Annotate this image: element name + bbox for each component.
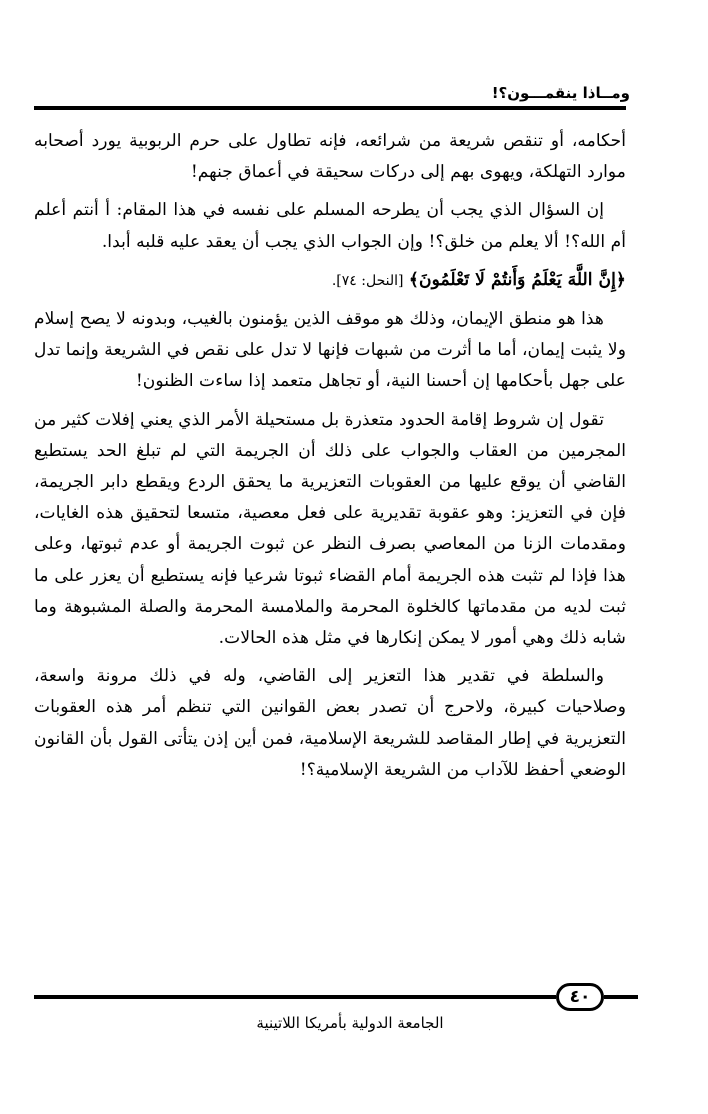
- header-rule: [34, 106, 626, 110]
- main-text: [34, 126, 626, 793]
- footer-rule: [34, 995, 556, 999]
- quran-verse: ﴿إِنَّ اللَّهَ يَعْلَمُ وَأَنتُمْ لَا تَعْلَمُونَ﴾: [408, 269, 626, 290]
- publisher-name: الجامعة الدولية بأمريكا اللاتينية: [256, 1014, 444, 1032]
- paragraph-2: إن السؤال الذي يجب أن يطرحه المسلم على نفسه في هذا المقام: أ أنتم أعلم أم الله؟! ألا يعلم من خلق؟! وإن الجواب الذي يجب أن يعقد عليه قلبه أبدا.: [34, 200, 626, 252]
- paragraph-1: أحكامه، أو تنقص شريعة من شرائعه، فإنه تطاول على حرم الربوبية يورد أصحابه موارد التهلكة، ويهوى بهم إلى دركات سحيقة في أعماق جنهم!: [34, 131, 626, 183]
- verse-line: [34, 265, 626, 297]
- verse-citation: [النحل: ٧٤].: [331, 272, 404, 289]
- paragraph-4: تقول إن شروط إقامة الحدود متعذرة بل مستحيلة الأمر الذي يعني إفلات كثير من المجرمين من العقاب والجواب على ذلك أن الجريمة التي لم تبلغ الحد يستطيع القاضي أن يوقع عليها من العقوبات التعزيرية ما يحقق الردع ويقطع دابر الجريمة، فإن في التعزيز: وهو عقوبة تقديرية على فعل معصية، متسعا لتحقيق هذه الغايات، ومقدمات الزنا من المعاصي بصرف النظر عن ثبوت الجريمة أو عدم ثبوتها، وعلى هذا فإذا لم تثبت هذه الجريمة أمام القضاء ثبوتا شرعيا فإنه يستطيع أن يعزر على ما ثبت لديه من مقدماتها كالخلوة المحرمة والملامسة المحرمة والصلة المشبوهة وما شابه ذلك وهي أمور لا يمكن إنكارها في مثل هذه الحالات.: [34, 409, 626, 649]
- paragraph-3: هذا هو منطق الإيمان، وذلك هو موقف الذين يؤمنون بالغيب، وبدونه لا يصح إسلام ولا يثبت إيمان، أما ما أثرت من شبهات فإنها لا تدل على نقص في الشريعة وإنما تدل على جهل بأحكامها إن أحسنا النية، أو تجاهل متعمد إذا ساءت الظنون!: [34, 309, 626, 392]
- page-number: ٤٠: [556, 983, 604, 1011]
- paragraph-5: والسلطة في تقدير هذا التعزير إلى القاضي، وله في ذلك مرونة واسعة، وصلاحيات كبيرة، ولاحرج أن تصدر بعض القوانين التي تنظم أمر هذه العقوبات التعزيرية في إطار المقاصد للشريعة الإسلامية، فمن أين إذن يتأتى القول بأن القانون الوضعي أحفظ للآداب من الشريعة الإسلامية؟!: [34, 666, 626, 780]
- running-title: ومــاذا ينقمـــون؟!: [491, 84, 630, 102]
- footer-rule-end: [604, 995, 638, 999]
